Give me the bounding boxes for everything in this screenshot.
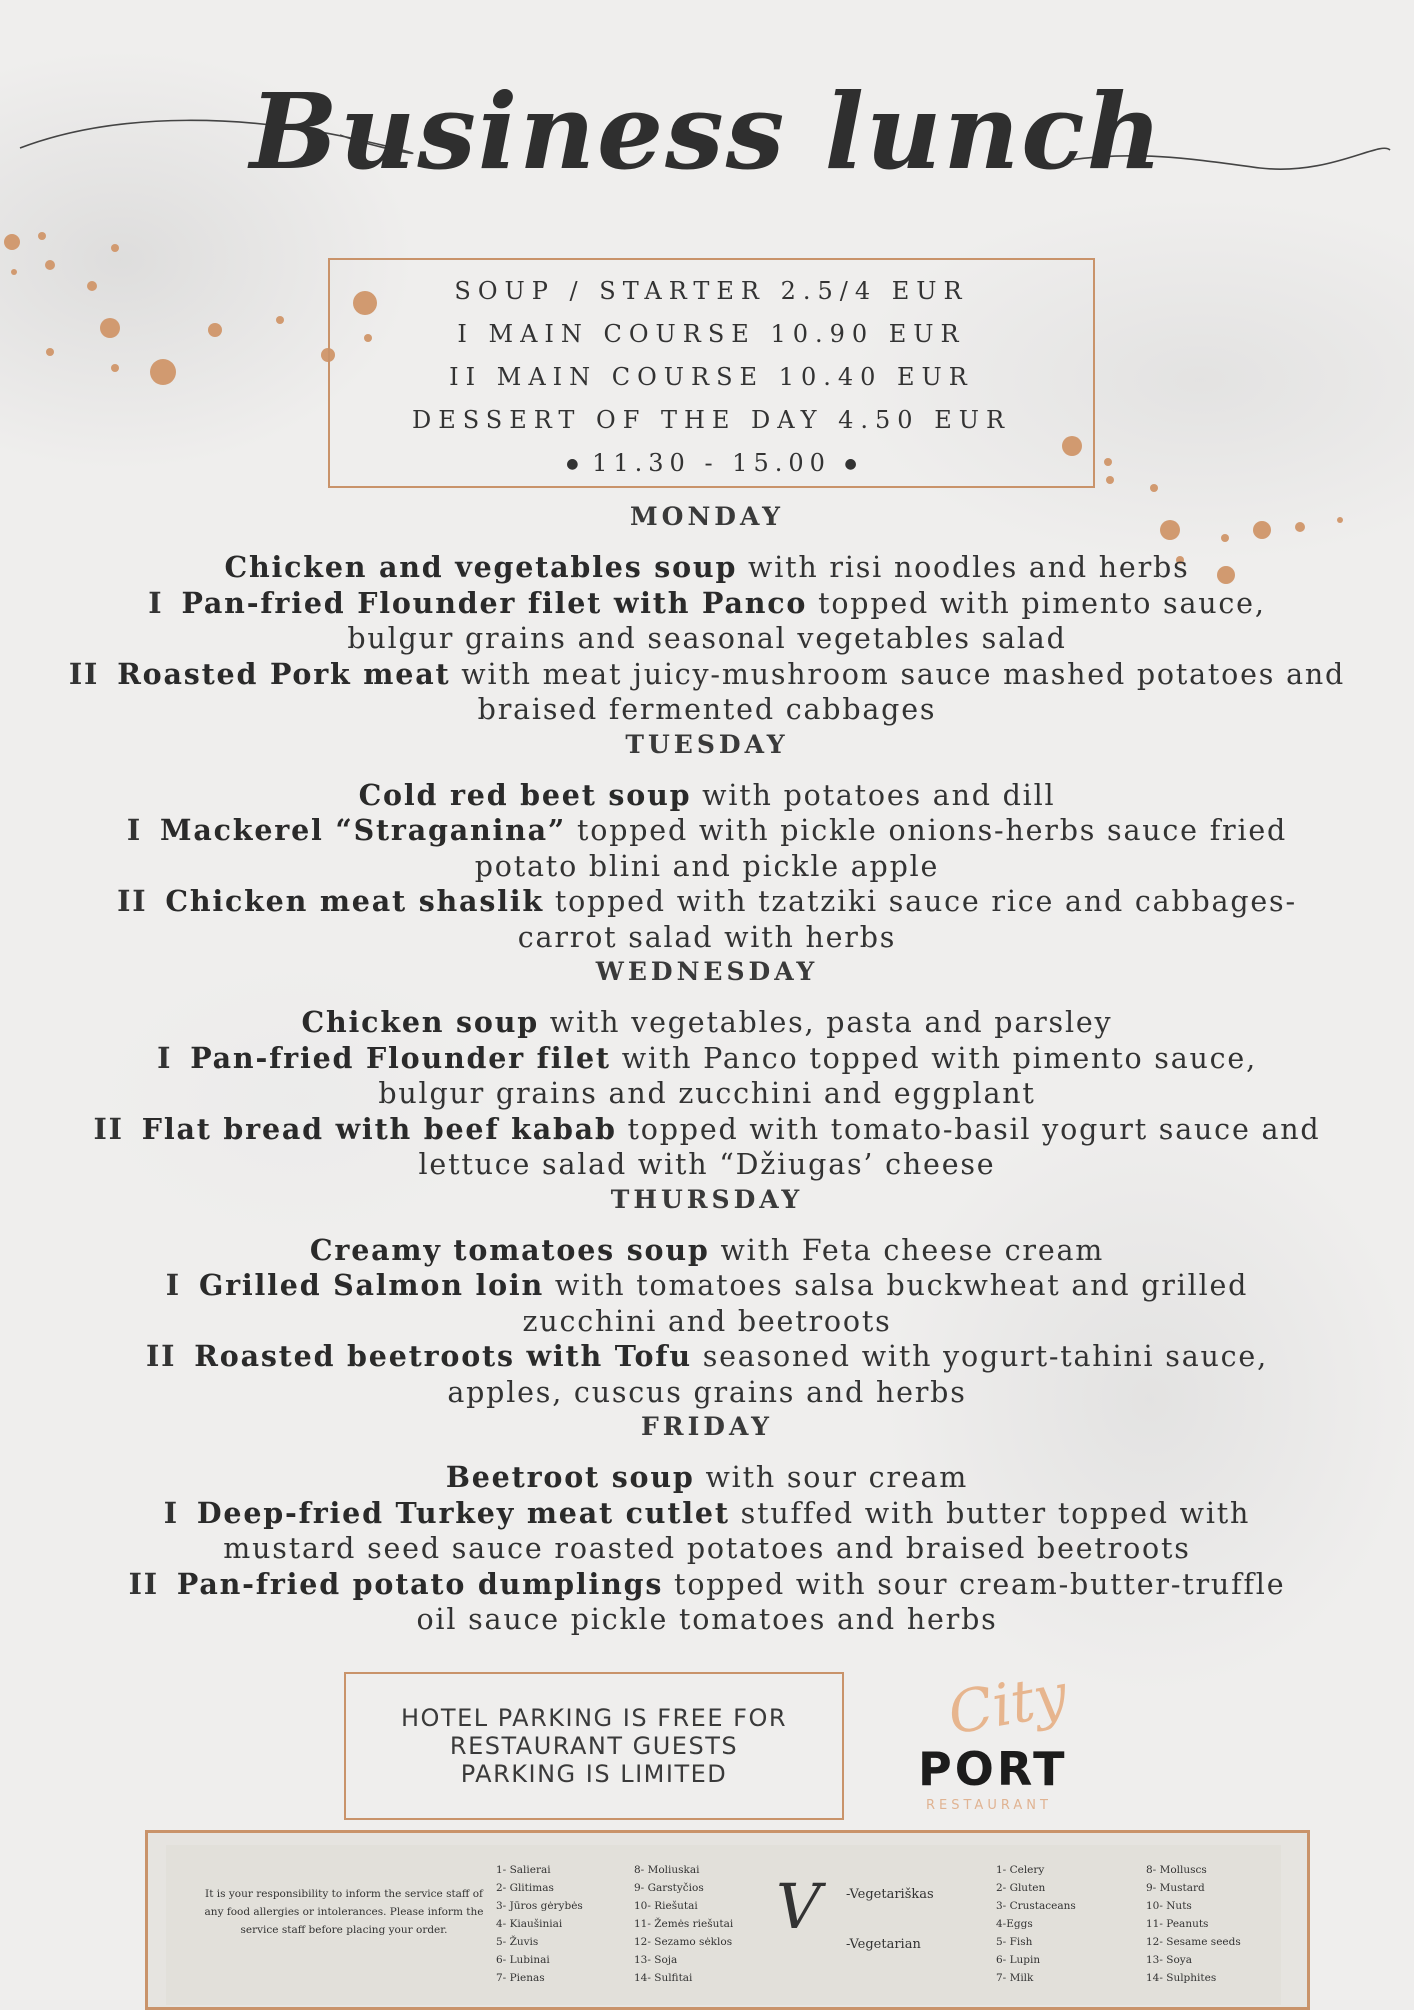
allergen-item: 12- Sesame seeds [1146, 1936, 1241, 1948]
dish-name: Chicken meat shaslik [165, 884, 544, 918]
dish-description: with Panco topped with pimento sauce, [610, 1041, 1257, 1075]
day-heading: THURSDAY [610, 1184, 804, 1214]
allergens-lt-col2 [634, 1861, 733, 1987]
allergen-item: 4-Eggs [996, 1918, 1033, 1930]
price-main-course-2: II MAIN COURSE 10.40 EUR [449, 363, 974, 391]
allergen-footer [145, 1830, 1310, 2010]
weekly-menu [40, 500, 1374, 1638]
allergen-item: 5- Fish [996, 1936, 1033, 1948]
dish-name: Cold red beet soup [358, 777, 692, 812]
course-number: II [128, 1566, 159, 1601]
dish-description: with risi noodles and herbs [737, 551, 1190, 584]
dish-name: Flat bread with beef kabab [141, 1111, 617, 1146]
main1-continuation: zucchini and beetroots [522, 1304, 892, 1338]
vegetarian-icon: V [776, 1870, 821, 1943]
dish-description: topped with tomato-basil yogurt sauce and [616, 1112, 1321, 1146]
main2-continuation: braised fermented cabbages [477, 693, 937, 726]
restaurant-logo [910, 1660, 1090, 1820]
dish-description: topped with pickle onions-herbs sauce fried [566, 814, 1288, 847]
dish-description: seasoned with yogurt-tahini sauce, [691, 1340, 1268, 1373]
soup-line [40, 1233, 1374, 1269]
dish-name: Chicken and vegetables soup [224, 550, 738, 584]
allergen-item: 3- Jūros gėrybės [496, 1900, 583, 1912]
allergen-item: 14- Sulfitai [634, 1972, 693, 1984]
allergen-item: 13- Soya [1146, 1954, 1192, 1966]
main2-line [40, 1567, 1374, 1603]
dish-name: Grilled Salmon loin [198, 1268, 545, 1302]
course-number: I [163, 1495, 179, 1530]
soup-line [40, 1460, 1374, 1496]
dish-name: Creamy tomatoes soup [309, 1232, 710, 1267]
allergen-item: 1- Salierai [496, 1864, 551, 1876]
allergens-lt-col1 [496, 1861, 583, 1987]
allergen-item: 7- Milk [996, 1972, 1034, 1984]
day-heading: TUESDAY [625, 729, 789, 759]
price-soup-starter: SOUP / STARTER 2.5/4 EUR [454, 277, 969, 305]
course-number: I [126, 813, 143, 847]
main2-continuation: lettuce salad with “Džiugas’ cheese [418, 1148, 996, 1181]
dish-description: with tomatoes salsa buckwheat and grilled [544, 1269, 1249, 1302]
allergen-item: 11- Peanuts [1146, 1918, 1209, 1930]
parking-line: RESTAURANT GUESTS [449, 1732, 739, 1760]
main1-line [40, 1041, 1374, 1077]
day-tuesday [40, 728, 1374, 956]
allergen-item: 8- Moliuskai [634, 1864, 700, 1876]
day-heading: WEDNESDAY [595, 957, 819, 986]
dish-description: with potatoes and dill [691, 778, 1056, 812]
dish-name: Pan-fried potato dumplings [176, 1566, 664, 1601]
vegetarian-label-lt: -Vegetariškas [846, 1887, 934, 1902]
day-wednesday [40, 955, 1374, 1183]
main1-continuation: bulgur grains and seasonal vegetables salad [347, 622, 1067, 655]
course-number: I [165, 1268, 181, 1302]
course-number: II [93, 1111, 124, 1146]
dish-name: Pan-fried Flounder filet [190, 1040, 611, 1075]
page-title: Business lunch [249, 70, 1165, 193]
dish-name: Beetroot soup [445, 1460, 695, 1494]
allergen-item: 9- Garstyčios [634, 1882, 704, 1894]
allergens-en-col2 [1146, 1861, 1241, 1987]
allergen-item: 2- Gluten [996, 1882, 1046, 1894]
serving-hours-text: 11.30 - 15.00 [592, 449, 831, 477]
allergen-item: 10- Riešutai [634, 1900, 698, 1912]
day-friday [40, 1410, 1374, 1638]
dish-name: Mackerel “Straganina” [160, 813, 567, 847]
main1-continuation: mustard seed sauce roasted potatoes and braised beetroots [223, 1532, 1191, 1565]
main1-continuation: bulgur grains and zucchini and eggplant [378, 1077, 1036, 1110]
dish-name: Chicken soup [301, 1005, 539, 1039]
allergen-item: 6- Lubinai [496, 1954, 550, 1966]
allergen-item: 1- Celery [996, 1864, 1045, 1876]
dish-description: topped with tzatziki sauce rice and cabbages- [543, 885, 1297, 918]
dish-description: stuffed with butter topped with [729, 1496, 1251, 1530]
allergen-item: 8- Molluscs [1146, 1864, 1207, 1876]
dish-name: Roasted Pork meat [117, 656, 451, 691]
parking-line: PARKING IS LIMITED [460, 1760, 728, 1788]
course-number: II [117, 884, 148, 918]
main1-continuation: potato blini and pickle apple [474, 849, 940, 883]
day-heading: FRIDAY [641, 1412, 773, 1441]
main2-continuation: apples, cuscus grains and herbs [447, 1375, 967, 1409]
allergen-item: 10- Nuts [1146, 1900, 1192, 1912]
allergen-item: 4- Kiaušiniai [496, 1918, 563, 1930]
course-number: I [157, 1040, 173, 1075]
price-dessert: DESSERT OF THE DAY 4.50 EUR [411, 406, 1012, 434]
parking-notice [344, 1672, 844, 1820]
allergen-item: 2- Glitimas [496, 1882, 554, 1894]
dish-description: topped with sour cream-butter-truffle [663, 1567, 1286, 1601]
parking-line: HOTEL PARKING IS FREE FOR [400, 1704, 788, 1732]
allergen-item: 13- Soja [634, 1954, 678, 1966]
allergen-item: 6- Lupin [996, 1954, 1041, 1966]
course-number: I [148, 585, 164, 620]
main2-line [40, 657, 1374, 693]
serving-hours [330, 442, 1093, 486]
course-number: II [146, 1339, 177, 1373]
main2-continuation: carrot salad with herbs [517, 920, 897, 954]
logo-subtitle: RESTAURANT [926, 1798, 1052, 1813]
day-heading: MONDAY [630, 502, 784, 531]
allergen-item: 5- Žuvis [496, 1936, 539, 1948]
price-main-course-1: I MAIN COURSE 10.90 EUR [457, 320, 966, 348]
logo-wordmark: PORT [918, 1742, 1068, 1796]
main2-line [40, 1339, 1374, 1375]
dish-name: Roasted beetroots with Tofu [194, 1339, 692, 1373]
allergen-panel [166, 1845, 1281, 2005]
allergy-notice: It is your responsibility to inform the service staff of any food allergies or intolerances. Please inform the service staff before placing your order. [204, 1888, 484, 1936]
main2-continuation: oil sauce pickle tomatoes and herbs [416, 1603, 998, 1636]
allergens-en-col1 [996, 1861, 1076, 1987]
dish-name: Deep-fried Turkey meat cutlet [196, 1495, 730, 1530]
soup-line [40, 550, 1374, 586]
allergen-item: 11- Žemės riešutai [634, 1918, 734, 1930]
dish-description: with vegetables, pasta and parsley [538, 1006, 1113, 1039]
main1-line [40, 1496, 1374, 1532]
allergen-item: 7- Pienas [496, 1972, 545, 1984]
main2-line [40, 884, 1374, 920]
allergen-item: 3- Crustaceans [996, 1900, 1076, 1912]
day-thursday [40, 1183, 1374, 1411]
vegetarian-label-en: -Vegetarian [846, 1937, 921, 1952]
dish-description: with Feta cheese cream [709, 1233, 1105, 1267]
dish-description: with meat juicy-mushroom sauce mashed potatoes and [450, 657, 1346, 691]
main1-line [40, 586, 1374, 622]
main1-line [40, 813, 1374, 849]
bullet-icon: ● [844, 456, 857, 472]
dish-description: with sour cream [694, 1461, 969, 1494]
course-number: II [68, 656, 100, 691]
bullet-icon: ● [566, 456, 579, 472]
day-monday [40, 500, 1374, 728]
soup-line [40, 1005, 1374, 1041]
allergen-item: 9- Mustard [1146, 1882, 1205, 1894]
dish-description: topped with pimento sauce, [807, 586, 1266, 620]
dish-name: Pan-fried Flounder filet with Panco [181, 585, 808, 620]
main1-line [40, 1268, 1374, 1304]
allergen-item: 14- Sulphites [1146, 1972, 1217, 1984]
main2-line [40, 1112, 1374, 1148]
allergen-item: 12- Sezamo sėklos [634, 1936, 733, 1948]
logo-script: City [943, 1660, 1073, 1748]
price-box [328, 258, 1095, 488]
soup-line [40, 778, 1374, 814]
